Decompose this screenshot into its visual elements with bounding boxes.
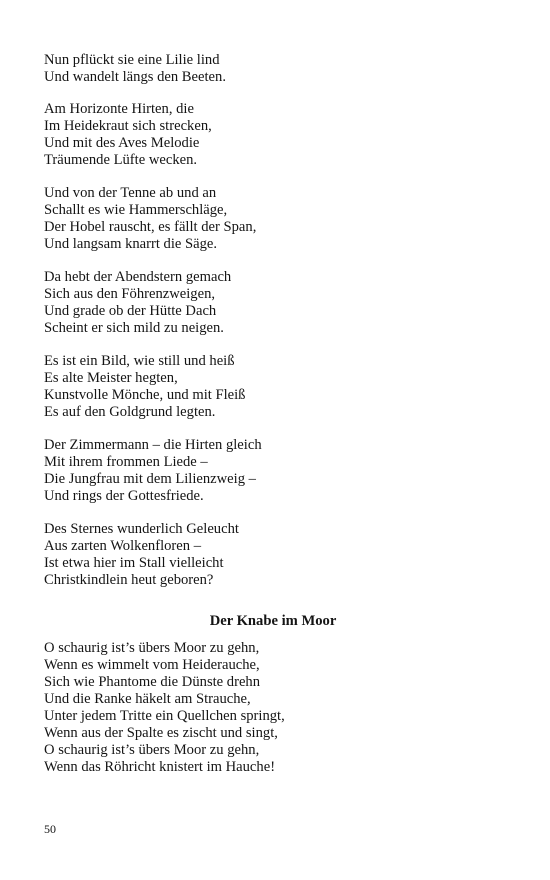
page-number: 50 (44, 822, 56, 836)
verse-line: Scheint er sich mild zu neigen. (44, 320, 224, 336)
verse-line: Und rings der Gottesfriede. (44, 488, 204, 504)
verse-line: Und langsam knarrt die Säge. (44, 236, 218, 252)
verse-line: Aus zarten Wolkenfloren – (44, 538, 202, 554)
verse-line: Da hebt der Abendstern gemach (44, 269, 232, 285)
poem-title: Der Knabe im Moor (209, 613, 337, 629)
verse-line: Sich wie Phantome die Dünste drehn (44, 674, 261, 690)
verse-line: Wenn aus der Spalte es zischt und singt, (44, 725, 278, 741)
verse-line: Wenn das Röhricht knistert im Hauche! (44, 759, 276, 775)
verse-line: Im Heidekraut sich strecken, (44, 118, 212, 134)
verse-line: Nun pflückt sie eine Lilie lind (44, 52, 220, 68)
verse-line: Der Hobel rauscht, es fällt der Span, (44, 219, 257, 235)
verse-line: Unter jedem Tritte ein Quellchen springt, (44, 708, 285, 724)
verse-line: Und wandelt längs den Beeten. (44, 69, 226, 85)
stanza (44, 101, 514, 169)
verse-line: Wenn es wimmelt vom Heiderauche, (44, 657, 260, 673)
verse-line: Es ist ein Bild, wie still und heiß (44, 353, 235, 369)
verse-line: Des Sternes wunderlich Geleucht (44, 521, 239, 537)
verse-line: Kunstvolle Mönche, und mit Fleiß (44, 387, 246, 403)
stanza (44, 353, 514, 421)
verse-line: Die Jungfrau mit dem Lilienzweig – (44, 471, 256, 487)
verse-line: Es auf den Goldgrund legten. (44, 404, 216, 420)
verse-line: Sich aus den Föhrenzweigen, (44, 286, 216, 302)
verse-line: Träumende Lüfte wecken. (44, 152, 198, 168)
verse-line: Christkindlein heut geboren? (44, 572, 214, 588)
verse-line: Mit ihrem frommen Liede – (44, 454, 208, 470)
stanza (44, 521, 514, 589)
verse-line: Schallt es wie Hammerschläge, (44, 202, 228, 218)
stanza (44, 52, 514, 86)
verse-line: O schaurig ist’s übers Moor zu gehn, (44, 640, 260, 656)
stanza (44, 269, 514, 337)
verse-line: Und die Ranke häkelt am Strauche, (44, 691, 251, 707)
stanza (44, 640, 514, 776)
verse-line: O schaurig ist’s übers Moor zu gehn, (44, 742, 260, 758)
verse-line: Ist etwa hier im Stall vielleicht (44, 555, 224, 571)
verse-line: Und grade ob der Hütte Dach (44, 303, 217, 319)
verse-line: Der Zimmermann – die Hirten gleich (44, 437, 262, 453)
stanza (44, 437, 514, 505)
verse-line: Am Horizonte Hirten, die (44, 101, 194, 117)
verse-line: Und mit des Aves Melodie (44, 135, 200, 151)
verse-line: Es alte Meister hegten, (44, 370, 178, 386)
verse-line: Und von der Tenne ab und an (44, 185, 217, 201)
stanza (44, 185, 514, 253)
